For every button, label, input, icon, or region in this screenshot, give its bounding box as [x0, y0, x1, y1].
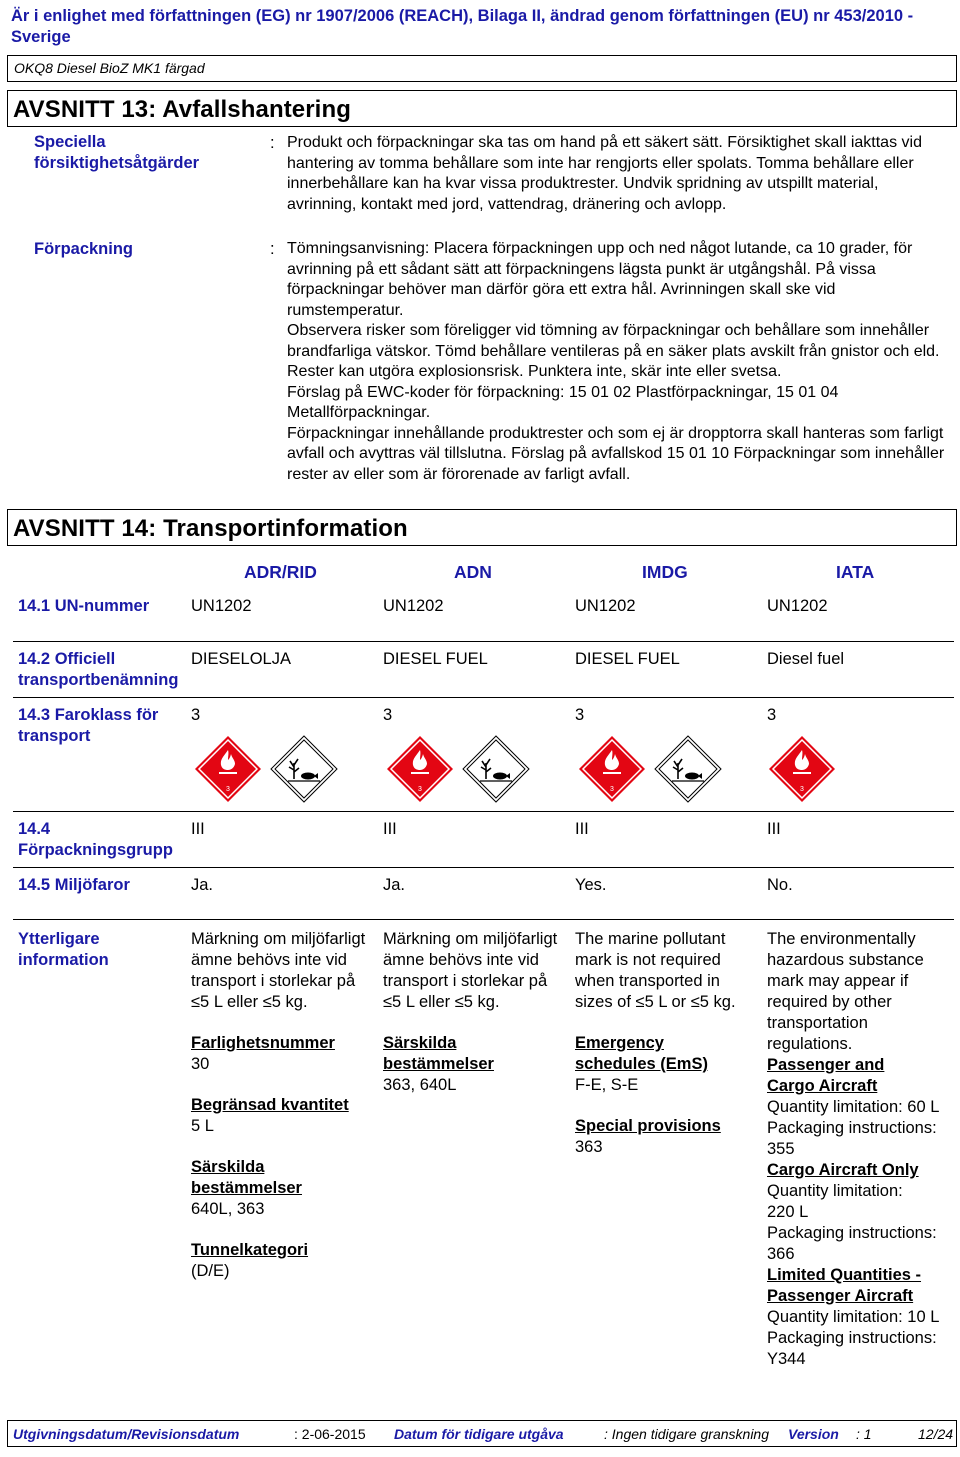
cell-env-iata: No.	[767, 876, 793, 894]
flame-pictogram-icon	[768, 735, 836, 803]
note: Märkning om miljöfarligt ämne behövs inte vid transport i storlekar på ≤5 L eller ≤5 kg.	[191, 930, 366, 1011]
cell-class-adn: 3	[383, 706, 393, 724]
row-divider	[13, 811, 954, 812]
footer-issue-label: Utgivningsdatum/Revisionsdatum	[13, 1426, 240, 1442]
cell-pg-iata: III	[767, 820, 781, 838]
note: The environmentally hazardous substance mark may appear if required by other transportation regulations.	[767, 930, 924, 1053]
value: (D/E)	[191, 1262, 230, 1280]
row-divider	[13, 641, 954, 642]
cell-class-iata: 3	[767, 706, 777, 724]
value: 363, 640L	[383, 1076, 457, 1094]
footer-page-number: 12/24	[918, 1426, 954, 1442]
cell-additional-imdg	[575, 929, 755, 1158]
footer-version-label: Version	[788, 1426, 839, 1442]
product-name: OKQ8 Diesel BioZ MK1 färgad	[7, 55, 957, 82]
value: Packaging instructions: 366	[767, 1224, 937, 1263]
text-packaging	[287, 239, 952, 485]
cell-un-adn: UN1202	[383, 597, 444, 615]
value: Packaging instructions: Y344	[767, 1329, 937, 1368]
subheading: Limited Quantities - Passenger Aircraft	[767, 1266, 922, 1305]
subheading: Särskilda bestämmelser	[191, 1158, 302, 1197]
document-header-title: Är i enlighet med författningen (EG) nr 1907/2006 (REACH), Bilaga II, ändrad genom författningen (EU) nr 453/2010 - Sverige	[11, 7, 914, 46]
footer	[7, 1420, 957, 1447]
cell-pg-imdg: III	[575, 820, 589, 838]
value: 5 L	[191, 1117, 214, 1135]
row-divider	[13, 867, 954, 868]
row-divider	[13, 919, 954, 920]
paragraph: Tömningsanvisning: Placera förpackningen upp och ned något lutande, ca 10 grader, för avrinning på ett sådant sätt att förpackningens lägsta punkt är utgångshål. På vissa förpackningar behöver man därför göra ett extra hål. Avrinningen skall ske vid rumstemperatur.	[287, 240, 913, 319]
subheading: Särskilda bestämmelser	[383, 1034, 494, 1073]
subheading: Farlighetsnummer	[191, 1034, 335, 1052]
footer-version-value: : 1	[856, 1426, 872, 1442]
paragraph: Förpackningar innehållande produktrester och som ej är dropptorra skall hanteras som farligt avfall och avyttras väl tillslutna. Förslag på avfallskod 15 01 10 Förpackningar som innehåller rester av eller som är förorenade av farligt avfall.	[287, 424, 945, 483]
subheading: Passenger and Cargo Aircraft	[767, 1056, 885, 1095]
environment-pictogram-icon	[270, 735, 338, 803]
column-header-adr: ADR/RID	[244, 562, 317, 582]
cell-un-adr: UN1202	[191, 597, 252, 615]
subheading: Tunnelkategori	[191, 1241, 309, 1259]
note: Märkning om miljöfarligt ämne behövs inte vid transport i storlekar på ≤5 L eller ≤5 kg.	[383, 930, 558, 1011]
column-header-imdg: IMDG	[642, 562, 688, 582]
svg-text:3: 3	[418, 786, 422, 793]
cell-class-imdg: 3	[575, 706, 585, 724]
value: 30	[191, 1055, 210, 1073]
paragraph: Förslag på EWC-koder för förpackning: 15 01 02 Plastförpackningar, 15 01 04 Metallförpackningar.	[287, 383, 839, 421]
svg-text:3: 3	[226, 786, 230, 793]
text-special-precautions	[287, 133, 952, 215]
svg-text:3: 3	[610, 786, 614, 793]
paragraph: Observera risker som föreligger vid tömning av förpackningar och behållare som innehåller brandfarliga vätskor. Tömd behållare ventileras på en säker plats avskilt från gnistor och eld. Rester kan utgöra explosionsrisk. Punktera inte, skär inte eller svetsa.	[287, 322, 940, 380]
value: 640L, 363	[191, 1200, 265, 1218]
subheading: Special provisions	[575, 1117, 721, 1135]
subheading: Cargo Aircraft Only	[767, 1161, 919, 1179]
row-label-shipping-name: 14.2 Officiell transportbenämning	[18, 650, 179, 689]
footer-prev-label: Datum för tidigare utgåva	[394, 1426, 564, 1442]
row-divider	[13, 697, 954, 698]
column-header-iata: IATA	[836, 562, 875, 582]
flame-pictogram-icon	[578, 735, 646, 803]
row-label-environmental: 14.5 Miljöfaror	[18, 876, 130, 894]
footer-issue-value: : 2-06-2015	[294, 1426, 366, 1442]
svg-text:3: 3	[800, 786, 804, 793]
cell-class-adr: 3	[191, 706, 201, 724]
value: Quantity limitation: 60 L	[767, 1098, 940, 1116]
subheading: Emergency schedules (EmS)	[575, 1034, 708, 1073]
cell-name-adr: DIESELOLJA	[191, 650, 291, 668]
environment-pictogram-icon	[462, 735, 530, 803]
row-label-un-number: 14.1 UN-nummer	[18, 597, 150, 615]
flame-pictogram-icon	[386, 735, 454, 803]
row-label-additional: Ytterligare information	[18, 930, 109, 969]
cell-un-imdg: UN1202	[575, 597, 636, 615]
cell-name-imdg: DIESEL FUEL	[575, 650, 680, 668]
cell-additional-adr	[191, 929, 371, 1282]
value: F-E, S-E	[575, 1076, 639, 1094]
colon: :	[270, 240, 275, 258]
section-14-heading: AVSNITT 14: Transportinformation	[7, 509, 957, 546]
cell-additional-iata	[767, 929, 947, 1370]
footer-prev-value: : Ingen tidigare granskning	[604, 1426, 769, 1442]
label-packaging: Förpackning	[34, 240, 134, 258]
row-label-packing-group: 14.4 Förpackningsgrupp	[18, 820, 173, 859]
value: Packaging instructions: 355	[767, 1119, 937, 1158]
cell-env-adr: Ja.	[191, 876, 214, 894]
note: The marine pollutant mark is not required when transported in sizes of ≤5 L or ≤5 kg.	[575, 930, 736, 1011]
environment-pictogram-icon	[654, 735, 722, 803]
section-13-heading: AVSNITT 13: Avfallshantering	[7, 90, 957, 127]
column-header-adn: ADN	[454, 562, 492, 582]
row-label-hazard-class: 14.3 Faroklass för transport	[18, 706, 159, 745]
cell-un-iata: UN1202	[767, 597, 828, 615]
cell-name-adn: DIESEL FUEL	[383, 650, 488, 668]
flame-pictogram-icon	[194, 735, 262, 803]
paragraph: Produkt och förpackningar ska tas om hand på ett säkert sätt. Försiktighet skall iakttas vid hantering av tomma behållare som inte har rengjorts eller spolats. Tomma behållare eller innerbehållare kan ha kvar vissa produktrester. Undvik spridning av utspillt material, avrinning, kontakt med jord, vattendrag, dränering och avlopp.	[287, 134, 922, 213]
cell-pg-adr: III	[191, 820, 205, 838]
cell-name-iata: Diesel fuel	[767, 650, 845, 668]
cell-pg-adn: III	[383, 820, 397, 838]
value: 363	[575, 1138, 603, 1156]
cell-env-adn: Ja.	[383, 876, 406, 894]
value: Quantity limitation: 220 L	[767, 1182, 903, 1221]
value: Quantity limitation: 10 L	[767, 1308, 940, 1326]
cell-env-imdg: Yes.	[575, 876, 607, 894]
cell-additional-adn	[383, 929, 563, 1096]
colon: :	[270, 134, 275, 152]
subheading: Begränsad kvantitet	[191, 1096, 349, 1114]
label-special-precautions: Speciella försiktighetsåtgärder	[34, 133, 200, 172]
